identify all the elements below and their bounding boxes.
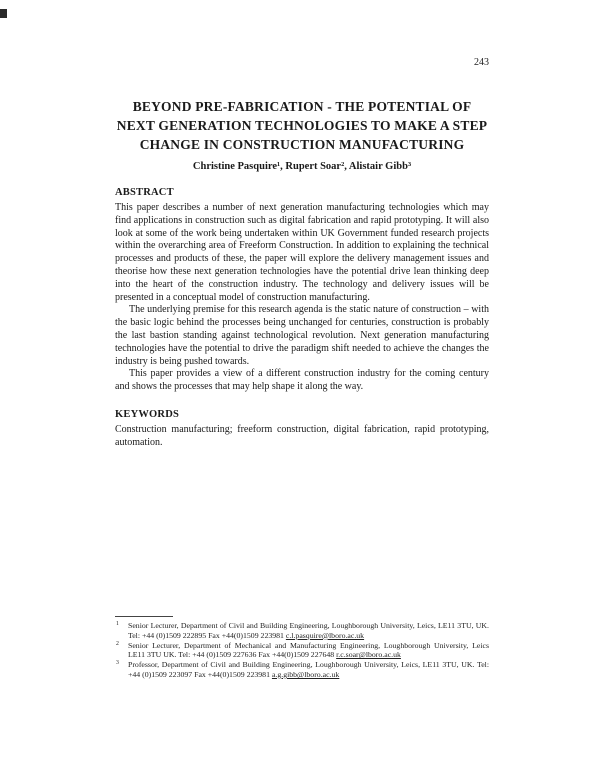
footnote-3-email-link[interactable]: a.g.gibb@lboro.ac.uk <box>271 669 340 679</box>
paper-title: BEYOND PRE-FABRICATION - THE POTENTIAL OF NEXT GENERATION TECHNOLOGIES TO MAKE A STEP CHANGE IN CONSTRUCTION MANUFACTURING <box>116 99 488 152</box>
footnote-2-marker: 2 <box>116 640 119 647</box>
authors-line: Christine Pasquire¹, Rupert Soar², Alistair Gibb³ <box>192 161 412 172</box>
scan-artifact <box>0 9 7 18</box>
footnote-2 <box>115 641 489 661</box>
footnote-2-email-link[interactable]: r.c.soar@lboro.ac.uk <box>336 650 401 660</box>
footnote-1-text: Senior Lecturer, Department of Civil and Building Engineering, Loughborough University, Leics, LE11 3TU, UK. Tel: +44 (0)1509 222895 Fax +44(0)1509 223981 <box>128 621 489 640</box>
abstract-heading: ABSTRACT <box>115 187 174 198</box>
abstract-paragraph-1: This paper describes a number of next generation manufacturing technologies which may find applications in construction such as digital fabrication and rapid prototyping. It will also look at some of the work being undertaken within UK Government funded research projects within the overarching area of Freeform Construction. In addition to explaining the technical processes and products of these, the paper will explore the delivery management issues and theorise how these next generation technologies have the potential drive lean thinking deep into the heart of the construction industry. The technology and delivery issues will be presented in a conceptual model of construction manufacturing. <box>115 202 489 303</box>
keywords-text: Construction manufacturing; freeform construction, digital fabrication, rapid prototyping, automation. <box>115 423 489 448</box>
footnote-1 <box>115 621 489 641</box>
footnote-3-marker: 3 <box>116 660 119 667</box>
page-number: 243 <box>474 57 489 68</box>
keywords-heading: KEYWORDS <box>115 408 180 420</box>
footnote-3-text: Professor, Department of Civil and Building Engineering, Loughborough University, Leics, LE11 3TU, UK. Tel: +44 (0)1509 223097 Fax +44(0)1509 223981 <box>128 660 489 679</box>
footnote-3 <box>115 660 489 680</box>
abstract-paragraph-3: This paper provides a view of a different construction industry for the coming century and shows the processes that may help shape it along the way. <box>115 368 489 393</box>
footnote-1-email-link[interactable]: c.l.pasquire@lboro.ac.uk <box>285 630 365 640</box>
footnote-separator-rule <box>115 616 173 617</box>
footnotes-block <box>115 616 489 680</box>
footnote-2-text: Senior Lecturer, Department of Mechanical and Manufacturing Engineering, Loughborough University, Leics LE11 3TU UK. Tel: +44 (0)1509 227636 Fax +44(0)1509 227648 <box>128 640 489 660</box>
abstract-paragraph-2: The underlying premise for this research agenda is the static nature of construction – with the basic logic behind the processes being unchanged for centuries, construction is probably the last bastion standing against technological revolution. Next generation manufacturing technologies have the potential to drive the paradigm shift needed to achieve the changes the industry is being pushed towards. <box>115 304 489 367</box>
abstract-body <box>115 202 489 394</box>
footnote-1-marker: 1 <box>116 621 119 627</box>
page-content <box>115 0 489 450</box>
